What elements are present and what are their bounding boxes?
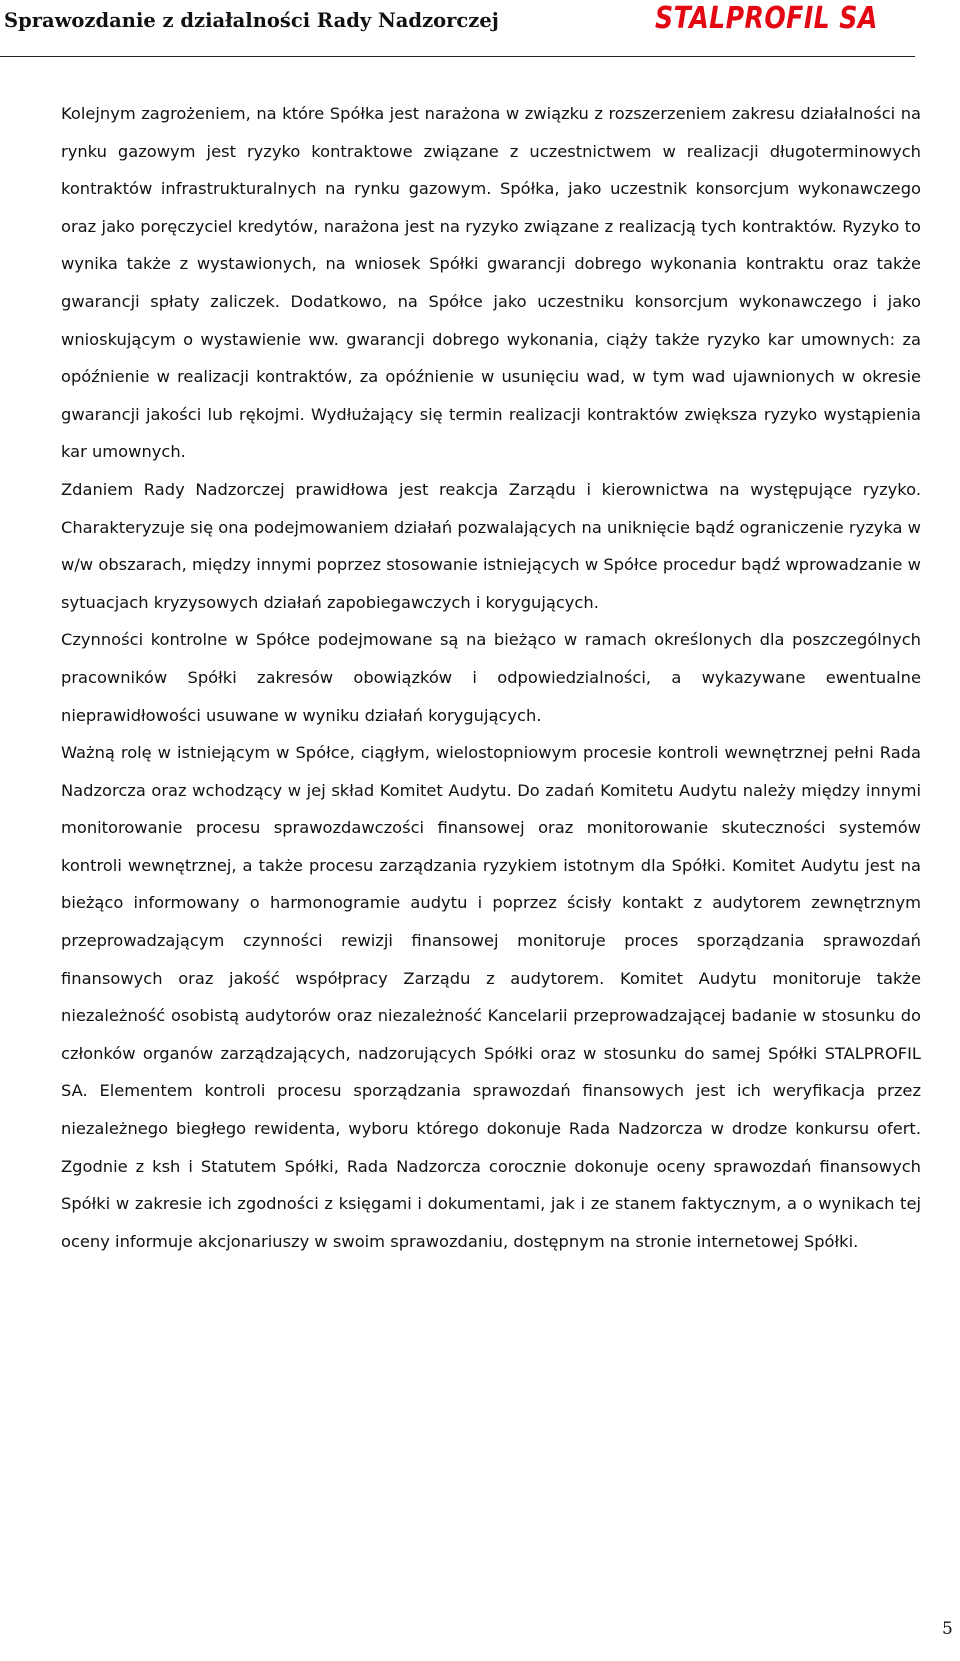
paragraph-board-opinion: Zdaniem Rady Nadzorczej prawidłowa jest reakcja Zarządu i kierownictwa na występujące ryzyko. Charakteryzuje się ona podejmowaniem działań pozwalających na uniknięcie bądź ograniczenie ryzyka w w/w obszarach, między innymi poprzez stosowanie istniejących w Spółce procedur bądź wprowadzanie w sytuacjach kryzysowych działań zapobiegawczych i korygujących. — [61, 479, 921, 612]
paragraph-contract-risk: Kolejnym zagrożeniem, na które Spółka jest narażona w związku z rozszerzeniem zakresu działalności na rynku gazowym jest ryzyko kontraktowe związane z uczestnictwem w realizacji długoterminowych kontraktów infrastrukturalnych na rynku gazowym. Spółka, jako uczestnik konsorcjum wykonawczego oraz jako poręczyciel kredytów, narażona jest na ryzyko związane z realizacją tych kontraktów. Ryzyko to wynika także z wystawionych, na wniosek Spółki gwarancji dobrego wykonania kontraktu oraz także gwarancji spłaty zaliczek. Dodatkowo, na Spółce jako uczestniku konsorcjum wykonawczego i jako wnioskującym o wystawienie ww. gwarancji dobrego wykonania, ciąży także ryzyko kar umownych: za opóźnienie w realizacji kontraktów, za opóźnienie w usunięciu wad, w tym wad ujawnionych w okresie gwarancji jakości lub rękojmi. Wydłużający się termin realizacji kontraktów zwiększa ryzyko wystąpienia kar umownych. — [61, 104, 921, 462]
page-header — [0, 0, 960, 60]
document-body — [61, 95, 921, 1260]
page-number: 5 — [942, 1619, 953, 1639]
company-logo: STALPROFIL SA — [655, 1, 878, 36]
paragraph-audit-committee: Ważną rolę w istniejącym w Spółce, ciągłym, wielostopniowym procesie kontroli wewnętrznej pełni Rada Nadzorcza oraz wchodzący w jej skład Komitet Audytu. Do zadań Komitetu Audytu należy między innymi monitorowanie procesu sprawozdawczości finansowej oraz monitorowanie skuteczności systemów kontroli wewnętrznej, a także procesu zarządzania ryzykiem istotnym dla Spółki. Komitet Audytu jest na bieżąco informowany o harmonogramie audytu i poprzez ścisły kontakt z audytorem zewnętrznym przeprowadzającym czynności rewizji finansowej monitoruje proces sporządzania sprawozdań finansowych oraz jakość współpracy Zarządu z audytorem. Komitet Audytu monitoruje także niezależność osobistą audytorów oraz niezależność Kancelarii przeprowadzającej badanie w stosunku do członków organów zarządzających, nadzorujących Spółki oraz w stosunku do samej Spółki STALPROFIL SA. Elementem kontroli procesu sporządzania sprawozdań finansowych jest ich weryfikacja przez niezależnego biegłego rewidenta, wyboru którego dokonuje Rada Nadzorcza w drodze konkursu ofert. Zgodnie z ksh i Statutem Spółki, Rada Nadzorcza corocznie dokonuje oceny sprawozdań finansowych Spółki w zakresie ich zgodności z księgami i dokumentami, jak i ze stanem faktycznym, a o wynikach tej oceny informuje akcjonariuszy w swoim sprawozdaniu, dostępnym na stronie internetowej Spółki. — [61, 743, 921, 1251]
document-title: Sprawozdanie z działalności Rady Nadzorczej — [4, 9, 499, 32]
paragraph-control-activities: Czynności kontrolne w Spółce podejmowane są na bieżąco w ramach określonych dla poszczególnych pracowników Spółki zakresów obowiązków i odpowiedzialności, a wykazywane ewentualne nieprawidłowości usuwane w wyniku działań korygujących. — [61, 630, 921, 725]
header-divider — [0, 56, 915, 57]
